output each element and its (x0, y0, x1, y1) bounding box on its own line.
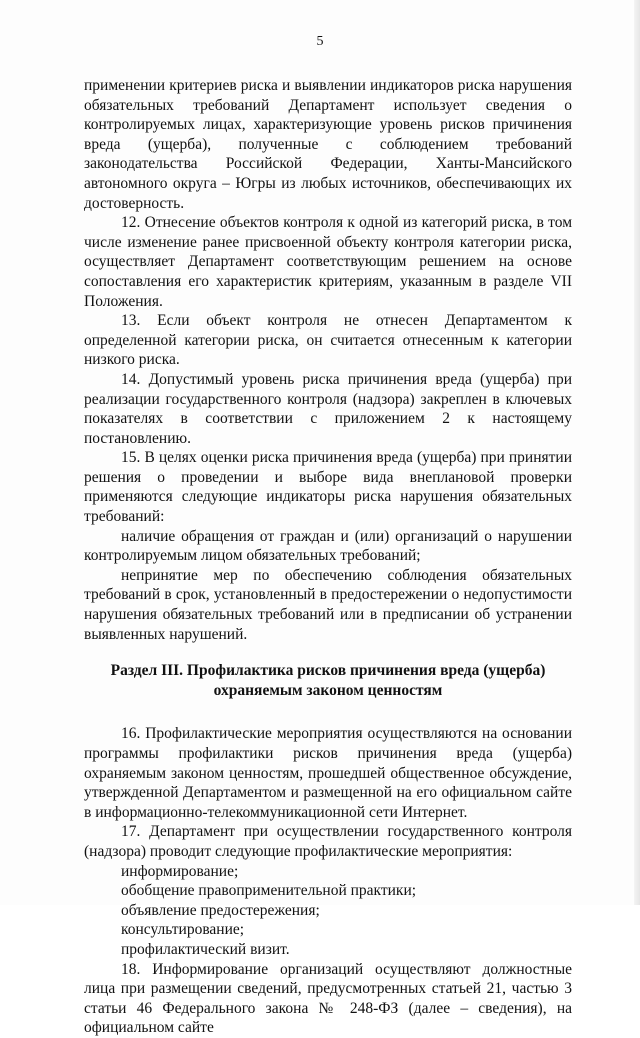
paragraph-17: 17. Департамент при осуществлении государственного контроля (надзора) проводит следующие профилактические мероприятия: (84, 823, 572, 860)
paragraph-continuation: применении критериев риска и выявлении индикаторов риска нарушения обязательных требований Департамент использует сведения о контролируемых лицах, характеризующие уровень рисков причинения вреда (ущерба), полученные с соблюдением требований законодательства Российской Федерации, Ханты-Мансийского автономного округа – Югры из любых источников, обеспечивающих их достоверность. (84, 77, 572, 212)
paragraph-14: 14. Допустимый уровень риска причинения вреда (ущерба) при реализации государственного контроля (надзора) закреплен в ключевых показателях в соответствии с приложением 2 к настоящему постановлению. (84, 370, 572, 447)
paragraph-16: 16. Профилактические мероприятия осуществляются на основании программы профилактики рисков причинения вреда (ущерба) охраняемым законом ценностям, прошедшей общественное обсуждение, утвержденной Департаментом и размещенной на его официальном сайте в информационно-телекоммуникационной сети Интернет. (84, 725, 572, 821)
risk-indicator-1: наличие обращения от граждан и (или) организаций о нарушении контролируемым лицом обязательных требований; (84, 527, 572, 565)
paragraph-13: 13. Если объект контроля не отнесен Департаментом к определенной категории риска, он считается отнесенным к категории низкого риска. (84, 312, 572, 369)
list-item: информирование; (121, 862, 239, 880)
section-title: Раздел III. Профилактика рисков причинения вреда (ущерба) охраняемым законом ценностям (110, 662, 546, 699)
paragraph-18: 18. Информирование организаций осуществляют должностные лица при размещении сведений, предусмотренных статьей 21, частью 3 статьи 46 Федерального закона № 248-ФЗ (далее – сведения), на официальном сайте (84, 960, 572, 1037)
list-item: обобщение правоприменительной практики; (121, 882, 417, 900)
page-number: 5 (316, 34, 324, 49)
paragraph-12: 12. Отнесение объектов контроля к одной из категорий риска, в том числе изменение ранее присвоенной объекту контроля категории риска, осуществляет Департамент соответствующим решением на основе сопоставления его характеристик критериям, указанным в разделе VII Положения. (84, 214, 572, 310)
list-item: объявление предостережения; (121, 901, 320, 919)
risk-indicator-2: непринятие мер по обеспечению соблюдения обязательных требований в срок, установленный в предостережении о недопустимости нарушения обязательных требований или в предписании об устранении выявленных нарушений. (84, 566, 572, 643)
list-item: профилактический визит. (121, 940, 290, 958)
paragraph-15: 15. В целях оценки риска причинения вреда (ущерба) при принятии решения о проведении и выборе вида внеплановой проверки применяются следующие индикаторы риска нарушения обязательных требований: (84, 449, 572, 526)
page-edge (634, 0, 640, 905)
list-item: консультирование; (121, 921, 245, 939)
document-body (84, 76, 572, 1038)
